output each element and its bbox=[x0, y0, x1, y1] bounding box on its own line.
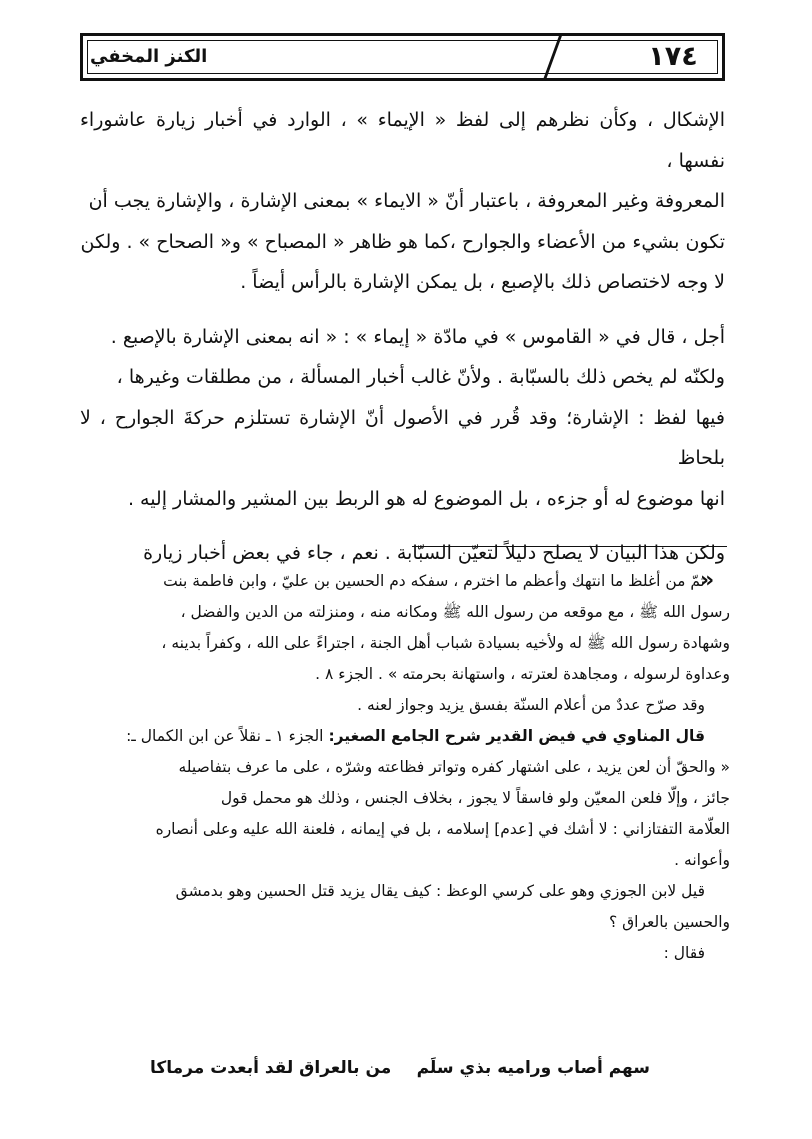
footnote-line: رسول الله ﷺ ، مع موقعه من رسول الله ﷺ ومكانه منه ، ومنزلته من الدين والفضل ، bbox=[180, 603, 730, 621]
page-number: ١٧٤ bbox=[648, 41, 698, 72]
footnotes bbox=[80, 566, 730, 969]
text-line: فيها لفظ : الإشارة؛ وقد قُرر في الأصول أنّ الإشارة تستلزم حركةَ الجوارح ، لا بلحاظ bbox=[80, 406, 725, 469]
text-line: ولكنّه لم يخص ذلك بالسبّابة . ولأنّ غالب أخبار المسألة ، من مطلقات وغيرها ، bbox=[116, 366, 725, 388]
footnote-line: جائز ، وإلّا فلعن المعيّن ولو فاسقاً لا يجوز ، بخلاف الجنس ، وذلك هو محمل قول bbox=[220, 789, 730, 807]
footnote-line: قيل لابن الجوزي وهو على كرسي الوعظ : كيف يقال يزيد قتل الحسين وهو بدمشق bbox=[175, 882, 705, 900]
footnote-line: ثمّ من أغلظ ما انتهك وأعظم ما اخترم ، سفكه دم الحسين بن عليّ ، وابن فاطمة بنت bbox=[163, 572, 705, 590]
footnote-line: وعداوة لرسوله ، ومجاهدة لعترته ، واستهانة بحرمته » . الجزء ٨ . bbox=[315, 665, 730, 683]
text-line: أجل ، قال في « القاموس » في مادّة « إيماء » : « انه بمعنى الإشارة بالإصبع . bbox=[110, 325, 725, 348]
footnote-line bbox=[80, 721, 730, 752]
footnote-line: فقال : bbox=[663, 944, 705, 962]
verse-hemistich-left: من بالعراق لقد أبعدت مرماكا bbox=[150, 1058, 392, 1078]
verse-hemistich-right: سهم أصاب وراميه بذي سلَم bbox=[416, 1058, 650, 1078]
poetry-verse bbox=[150, 1053, 650, 1083]
text-line: انها موضوع له أو جزءه ، بل الموضوع له هو الربط بين المشير والمشار إليه . bbox=[127, 487, 725, 510]
footnote-line: العلّامة التفتازاني : لا أشك في [عدم] إسلامه ، بل في إيمانه ، فلعنة الله عليه وعلى أنصاره bbox=[155, 820, 730, 838]
footnote-line: والحسين بالعراق ؟ bbox=[608, 913, 730, 931]
text-line: لا وجه لاختصاص ذلك بالإصبع ، بل يمكن الإشارة بالرأس أيضاً . bbox=[240, 271, 725, 293]
footnote-source-ref: الجزء ١ ـ نقلاً عن ابن الكمال ـ: bbox=[126, 727, 324, 745]
footnote-continuation-marker: » bbox=[700, 568, 715, 593]
footnote-line: وقد صرّح عددٌ من أعلام السنّة بفسق يزيد وجواز لعنه . bbox=[357, 696, 705, 714]
footnote-line: وشهادة رسول الله ﷺ له ولأخيه بسيادة شباب أهل الجنة ، اجتراءً على الله ، وكفراً بدينه ، bbox=[161, 634, 730, 652]
footnote-separator bbox=[412, 546, 727, 547]
book-title: الكنز المخفي bbox=[90, 46, 208, 67]
footnote-block-1 bbox=[80, 566, 730, 690]
text-line: الإشكال ، وكأن نظرهم إلى لفظ « الإيماء » ، الوارد في أخبار زيارة عاشوراء نفسها ، bbox=[80, 109, 725, 172]
text-line: المعروفة وغير المعروفة ، باعتبار أنّ « الايماء » بمعنى الإشارة ، والإشارة يجب أن bbox=[88, 190, 725, 212]
text-line: تكون بشيء من الأعضاء والجوارح ،كما هو ظاهر « المصباح » و« الصحاح » . ولكن bbox=[80, 230, 725, 253]
text-line: ولكن هذا البيان لا يصلح دليلاً لتعيّن السبّابة . نعم ، جاء في بعض أخبار زيارة bbox=[143, 542, 725, 564]
paragraph-2 bbox=[80, 317, 725, 520]
footnote-line: وأعوانه . bbox=[674, 851, 730, 869]
footnote-line: « والحقّ أن لعن يزيد ، على اشتهار كفره وتواتر فظاعته وشرّه ، على ما عرف بتفاصيله bbox=[178, 758, 730, 776]
paragraph-1 bbox=[80, 100, 725, 303]
footnote-block-3 bbox=[80, 721, 730, 876]
main-text bbox=[80, 100, 725, 574]
footnote-source-title: قال المناوي في فيض القدير شرح الجامع الصغير: bbox=[328, 727, 705, 745]
footnote-block-4 bbox=[80, 876, 730, 938]
